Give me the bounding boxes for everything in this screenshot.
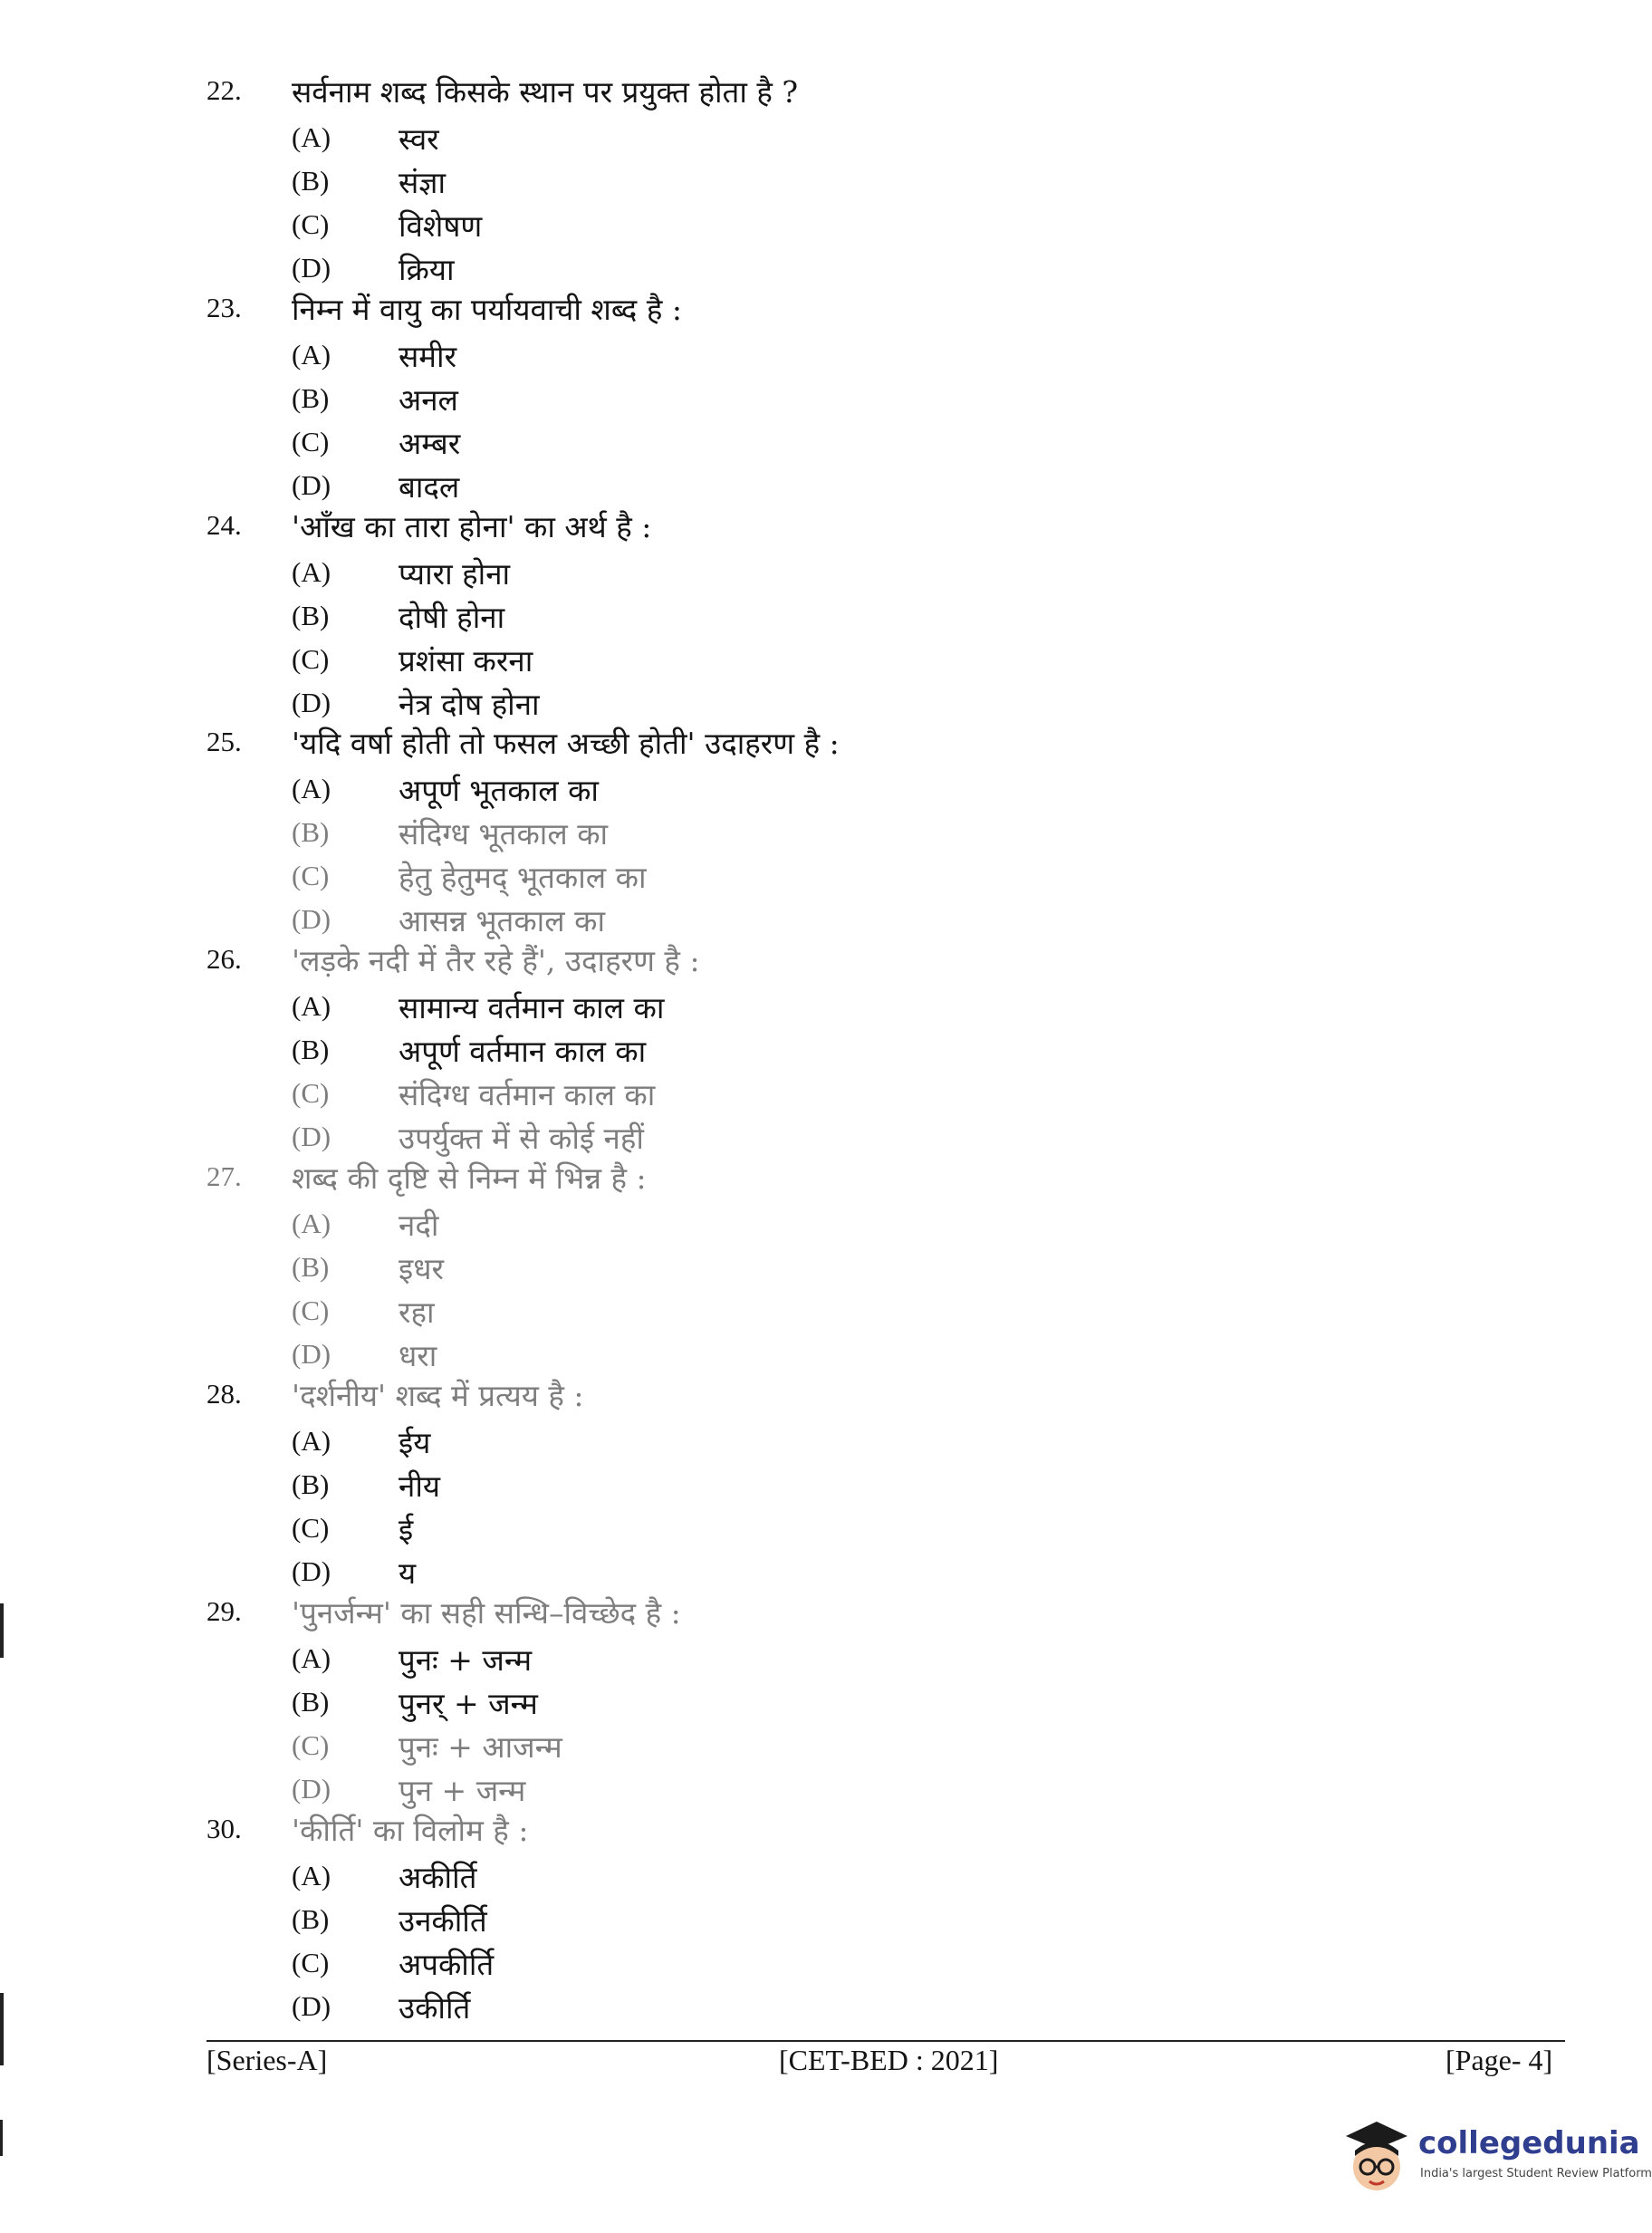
option-text: य xyxy=(399,1555,417,1591)
option-text: उपर्युक्त में से कोई नहीं xyxy=(399,1121,644,1156)
question-number: 30. xyxy=(206,1813,242,1844)
question-text: सर्वनाम शब्द किसके स्थान पर प्रयुक्त होता है ? xyxy=(292,74,799,110)
option-text: संज्ञा xyxy=(399,165,447,200)
watermark-brand: collegedunia xyxy=(1418,2125,1640,2161)
question-number: 29. xyxy=(206,1595,242,1627)
option-text: बादल xyxy=(399,469,460,505)
option-label: (A) xyxy=(292,1860,331,1891)
option-text: क्रिया xyxy=(399,252,455,287)
option-label: (A) xyxy=(292,339,331,371)
scan-edge-mark xyxy=(0,2120,3,2156)
option-label: (D) xyxy=(292,687,331,718)
option-text: अपूर्ण वर्तमान काल का xyxy=(399,1034,647,1069)
option-text: विशेषण xyxy=(399,208,483,244)
option-text: संदिग्ध वर्तमान काल का xyxy=(399,1077,656,1112)
option-label: (C) xyxy=(292,1947,330,1978)
option-label: (A) xyxy=(292,1642,331,1674)
footer-exam: [CET-BED : 2021] xyxy=(779,2044,999,2076)
option-label: (B) xyxy=(292,1034,330,1065)
option-label: (D) xyxy=(292,1121,331,1152)
option-label: (B) xyxy=(292,816,330,848)
footer-page-number: [Page- 4] xyxy=(1446,2044,1553,2076)
option-text: पुनः + आजन्म xyxy=(399,1729,562,1765)
watermark-tagline: India's largest Student Review Platform xyxy=(1420,2167,1652,2180)
option-text: इधर xyxy=(399,1251,444,1286)
option-text: स्वर xyxy=(399,121,439,157)
option-label: (B) xyxy=(292,1686,330,1718)
option-label: (D) xyxy=(292,903,331,935)
option-text: ई xyxy=(399,1512,414,1547)
option-label: (C) xyxy=(292,426,330,457)
option-label: (C) xyxy=(292,860,330,891)
option-label: (A) xyxy=(292,556,331,588)
option-text: उनकीर्ति xyxy=(399,1903,487,1939)
option-label: (C) xyxy=(292,1729,330,1761)
option-label: (B) xyxy=(292,1468,330,1500)
option-label: (B) xyxy=(292,165,330,197)
option-label: (B) xyxy=(292,600,330,631)
question-text: 'कीर्ति' का विलोम है : xyxy=(292,1813,529,1848)
question-number: 28. xyxy=(206,1378,242,1410)
option-label: (C) xyxy=(292,1295,330,1326)
option-text: अकीर्ति xyxy=(399,1860,477,1895)
option-label: (A) xyxy=(292,121,331,153)
footer-series: [Series-A] xyxy=(206,2044,328,2076)
option-text: पुनः + जन्म xyxy=(399,1642,533,1678)
option-label: (D) xyxy=(292,252,331,284)
question-text: 'आँख का तारा होना' का अर्थ है : xyxy=(292,509,652,544)
option-text: नदी xyxy=(399,1208,439,1243)
option-text: अनल xyxy=(399,382,458,418)
footer-divider xyxy=(206,2040,1565,2042)
option-label: (D) xyxy=(292,1773,331,1805)
option-text: नीय xyxy=(399,1468,441,1504)
collegedunia-watermark xyxy=(1340,2111,1652,2210)
question-text: निम्न में वायु का पर्यायवाची शब्द है : xyxy=(292,292,682,327)
question-number: 25. xyxy=(206,726,242,757)
option-text: सामान्य वर्तमान काल का xyxy=(399,990,665,1025)
question-number: 23. xyxy=(206,292,242,323)
question-number: 26. xyxy=(206,943,242,975)
option-text: रहा xyxy=(399,1295,435,1330)
question-number: 22. xyxy=(206,74,242,106)
option-text: नेत्र दोष होना xyxy=(399,687,540,722)
option-text: संदिग्ध भूतकाल का xyxy=(399,816,609,852)
option-label: (B) xyxy=(292,1251,330,1283)
option-label: (C) xyxy=(292,1077,330,1109)
option-label: (B) xyxy=(292,1903,330,1935)
option-label: (D) xyxy=(292,1338,331,1370)
option-label: (D) xyxy=(292,1555,331,1587)
option-label: (D) xyxy=(292,1990,331,2022)
option-label: (D) xyxy=(292,469,331,501)
question-text: 'दर्शनीय' शब्द में प्रत्यय है : xyxy=(292,1378,584,1413)
scan-edge-mark xyxy=(0,1993,4,2065)
option-label: (A) xyxy=(292,773,331,804)
option-label: (C) xyxy=(292,643,330,675)
option-text: पुनर् + जन्म xyxy=(399,1686,538,1721)
option-text: पुन + जन्म xyxy=(399,1773,526,1808)
question-number: 24. xyxy=(206,509,242,541)
option-label: (A) xyxy=(292,990,331,1022)
option-label: (C) xyxy=(292,1512,330,1544)
option-text: प्रशंसा करना xyxy=(399,643,533,679)
option-text: अपकीर्ति xyxy=(399,1947,495,1982)
option-text: ईय xyxy=(399,1425,431,1460)
question-text: 'यदि वर्षा होती तो फसल अच्छी होती' उदाहरण है : xyxy=(292,726,840,761)
option-text: दोषी होना xyxy=(399,600,505,635)
option-text: उकीर्ति xyxy=(399,1990,471,2026)
question-text: शब्द की दृष्टि से निम्न में भिन्न है : xyxy=(292,1160,647,1196)
student-mascot-icon xyxy=(1340,2111,1413,2201)
question-number: 27. xyxy=(206,1160,242,1192)
question-text: 'पुनर्जन्म' का सही सन्धि–विच्छेद है : xyxy=(292,1595,681,1631)
option-text: हेतु हेतुमद् भूतकाल का xyxy=(399,860,647,895)
option-text: अम्बर xyxy=(399,426,461,461)
option-text: आसन्न भूतकाल का xyxy=(399,903,605,938)
option-text: समीर xyxy=(399,339,457,374)
option-text: प्यारा होना xyxy=(399,556,511,592)
option-label: (B) xyxy=(292,382,330,414)
option-label: (A) xyxy=(292,1208,331,1239)
scan-edge-mark xyxy=(0,1603,4,1658)
option-label: (A) xyxy=(292,1425,331,1457)
option-text: धरा xyxy=(399,1338,437,1373)
option-label: (C) xyxy=(292,208,330,240)
question-text: 'लड़के नदी में तैर रहे हैं', उदाहरण है : xyxy=(292,943,700,978)
option-text: अपूर्ण भूतकाल का xyxy=(399,773,599,808)
